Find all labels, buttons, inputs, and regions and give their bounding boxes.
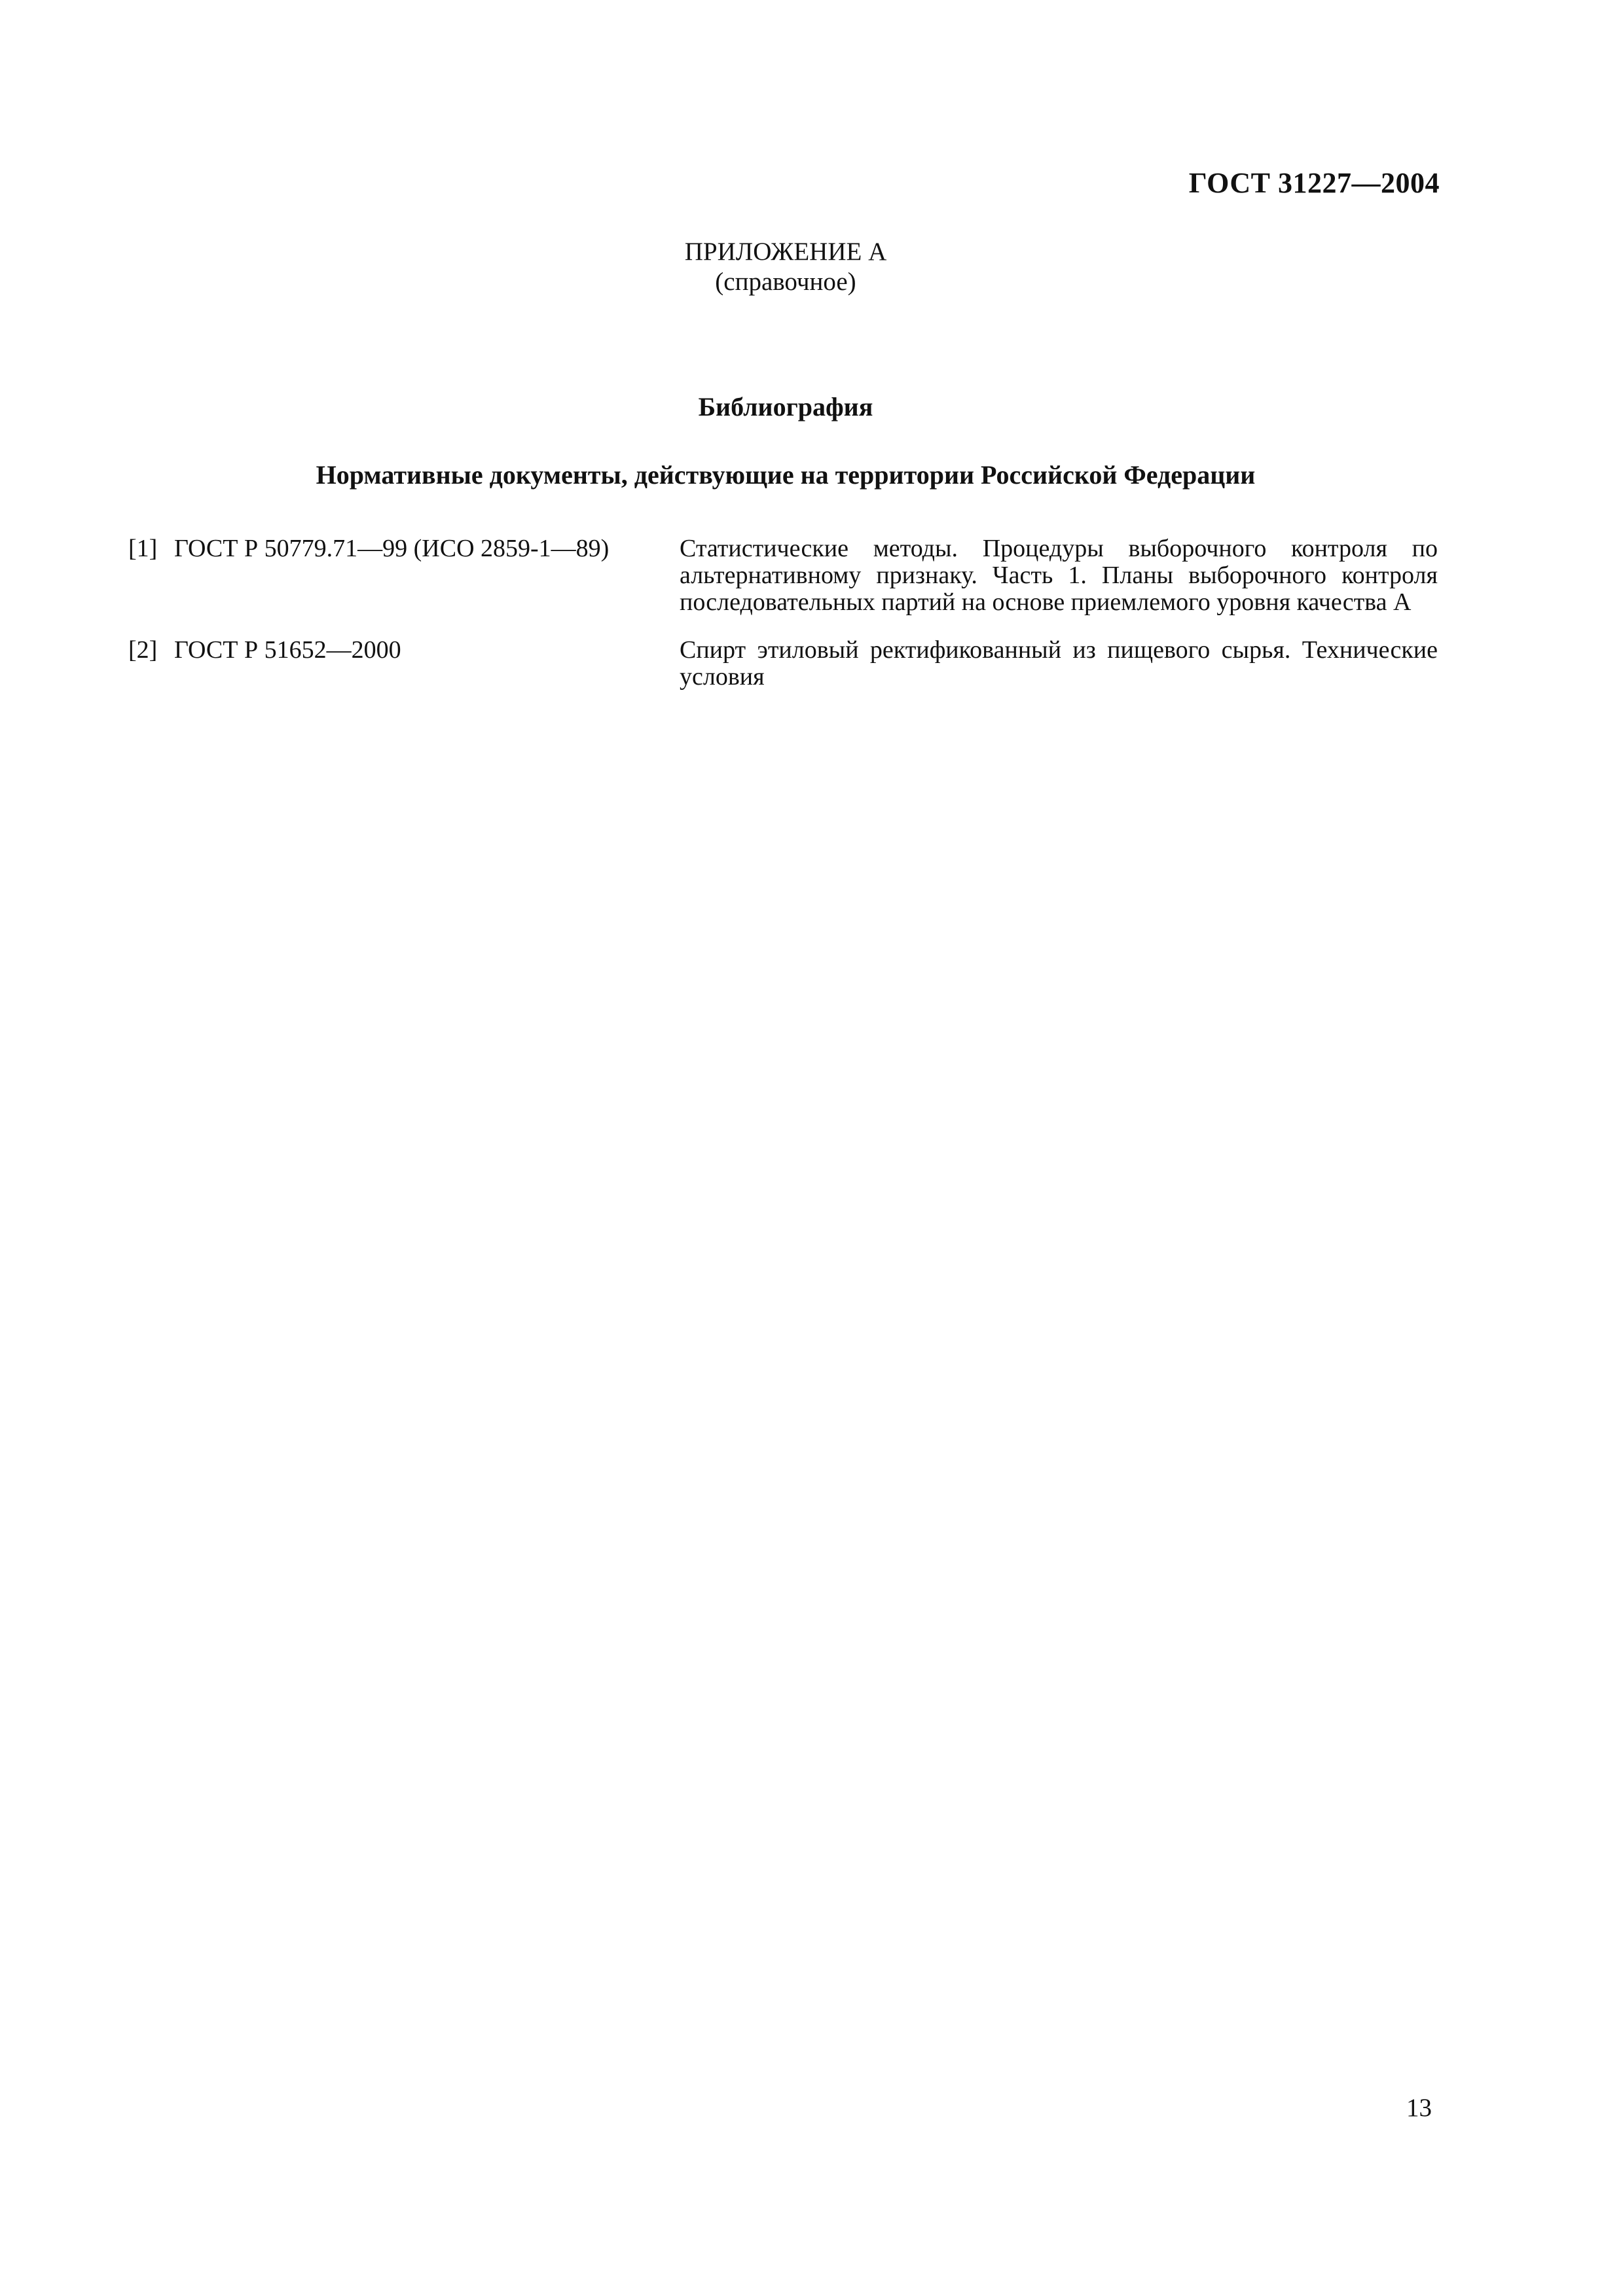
reference-code: ГОСТ Р 51652—2000 bbox=[174, 636, 401, 664]
reference-title: Спирт этиловый ректификованный из пищевого сырья. Технические условия bbox=[680, 636, 1438, 691]
reference-number: [1] bbox=[128, 535, 158, 562]
reference-code: ГОСТ Р 50779.71—99 (ИСО 2859-1—89) bbox=[174, 535, 610, 562]
reference-list bbox=[128, 535, 1438, 711]
reference-item bbox=[128, 637, 1438, 691]
appendix-header bbox=[0, 237, 1571, 297]
reference-title: Статистические методы. Процедуры выборочного контроля по альтернативному признаку. Часть 1. Планы выборочного контроля последовательных партий на основе приемлемого уровня качества А bbox=[680, 535, 1438, 616]
appendix-title: ПРИЛОЖЕНИЕ А bbox=[684, 238, 887, 266]
reference-item bbox=[128, 535, 1438, 616]
reference-number: [2] bbox=[128, 636, 158, 664]
bibliography-heading: Библиография bbox=[698, 392, 873, 422]
page-number: 13 bbox=[1406, 2094, 1432, 2122]
document-code: ГОСТ 31227—2004 bbox=[1188, 167, 1440, 199]
section-heading: Нормативные документы, действующие на территории Российской Федерации bbox=[316, 460, 1256, 490]
appendix-subtitle: (справочное) bbox=[715, 268, 856, 296]
